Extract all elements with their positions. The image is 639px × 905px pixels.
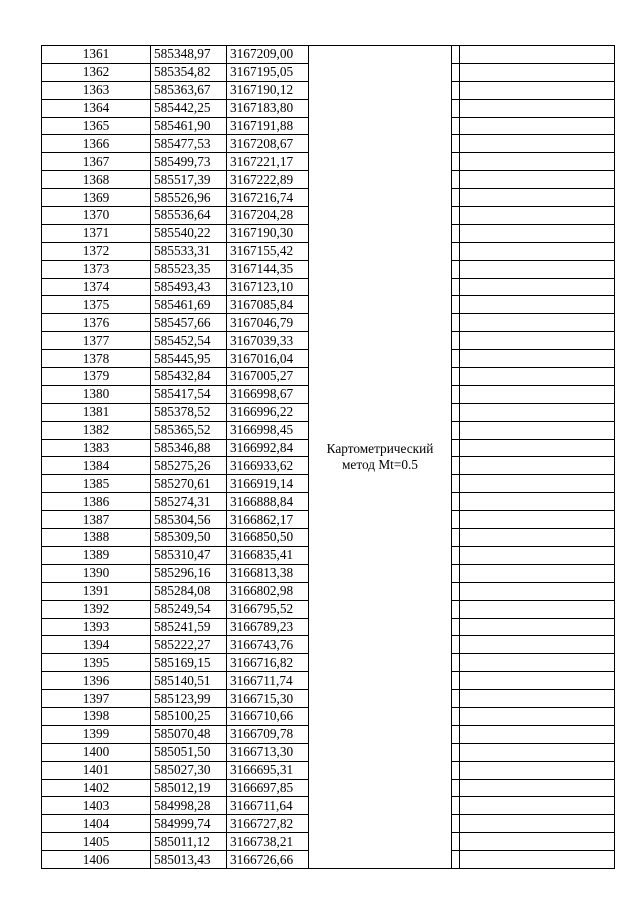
- y-coordinate-cell: 3166992,84: [227, 439, 309, 457]
- y-coordinate-cell: 3166727,82: [227, 815, 309, 833]
- note-cell: [460, 690, 615, 708]
- note-cell: [460, 618, 615, 636]
- y-coordinate-cell: 3167208,67: [227, 135, 309, 153]
- spacer-cell: [452, 564, 460, 582]
- y-coordinate-cell: 3167222,89: [227, 171, 309, 189]
- note-cell: [460, 600, 615, 618]
- y-coordinate-cell: 3166713,30: [227, 743, 309, 761]
- y-coordinate-cell: 3166711,74: [227, 672, 309, 690]
- x-coordinate-cell: 585011,12: [151, 833, 227, 851]
- note-cell: [460, 743, 615, 761]
- point-number-cell: 1395: [42, 654, 151, 672]
- spacer-cell: [452, 475, 460, 493]
- x-coordinate-cell: 585270,61: [151, 475, 227, 493]
- coordinates-table-body: [42, 46, 615, 869]
- y-coordinate-cell: 3166726,66: [227, 851, 309, 869]
- x-coordinate-cell: 585249,54: [151, 600, 227, 618]
- y-coordinate-cell: 3166813,38: [227, 564, 309, 582]
- note-cell: [460, 439, 615, 457]
- point-number-cell: 1393: [42, 618, 151, 636]
- note-cell: [460, 707, 615, 725]
- point-number-cell: 1374: [42, 278, 151, 296]
- note-cell: [460, 171, 615, 189]
- x-coordinate-cell: 585499,73: [151, 153, 227, 171]
- x-coordinate-cell: 585533,31: [151, 242, 227, 260]
- note-cell: [460, 815, 615, 833]
- note-cell: [460, 207, 615, 225]
- spacer-cell: [452, 439, 460, 457]
- y-coordinate-cell: 3166695,31: [227, 761, 309, 779]
- x-coordinate-cell: 585100,25: [151, 707, 227, 725]
- point-number-cell: 1391: [42, 582, 151, 600]
- point-number-cell: 1392: [42, 600, 151, 618]
- note-cell: [460, 403, 615, 421]
- point-number-cell: 1364: [42, 99, 151, 117]
- point-number-cell: 1386: [42, 493, 151, 511]
- x-coordinate-cell: 585493,43: [151, 278, 227, 296]
- y-coordinate-cell: 3167195,05: [227, 63, 309, 81]
- spacer-cell: [452, 493, 460, 511]
- x-coordinate-cell: 585432,84: [151, 368, 227, 386]
- y-coordinate-cell: 3166919,14: [227, 475, 309, 493]
- y-coordinate-cell: 3166697,85: [227, 779, 309, 797]
- spacer-cell: [452, 368, 460, 386]
- spacer-cell: [452, 403, 460, 421]
- x-coordinate-cell: 585169,15: [151, 654, 227, 672]
- spacer-cell: [452, 529, 460, 547]
- y-coordinate-cell: 3166835,41: [227, 546, 309, 564]
- point-number-cell: 1373: [42, 260, 151, 278]
- note-cell: [460, 493, 615, 511]
- y-coordinate-cell: 3166789,23: [227, 618, 309, 636]
- y-coordinate-cell: 3167216,74: [227, 189, 309, 207]
- note-cell: [460, 582, 615, 600]
- note-cell: [460, 797, 615, 815]
- spacer-cell: [452, 833, 460, 851]
- point-number-cell: 1404: [42, 815, 151, 833]
- note-cell: [460, 189, 615, 207]
- y-coordinate-cell: 3167155,42: [227, 242, 309, 260]
- y-coordinate-cell: 3167190,30: [227, 224, 309, 242]
- y-coordinate-cell: 3166743,76: [227, 636, 309, 654]
- spacer-cell: [452, 135, 460, 153]
- point-number-cell: 1387: [42, 511, 151, 529]
- x-coordinate-cell: 585354,82: [151, 63, 227, 81]
- spacer-cell: [452, 296, 460, 314]
- point-number-cell: 1362: [42, 63, 151, 81]
- point-number-cell: 1406: [42, 851, 151, 869]
- x-coordinate-cell: 585442,25: [151, 99, 227, 117]
- spacer-cell: [452, 851, 460, 869]
- x-coordinate-cell: 585274,31: [151, 493, 227, 511]
- spacer-cell: [452, 332, 460, 350]
- note-cell: [460, 46, 615, 64]
- note-cell: [460, 833, 615, 851]
- y-coordinate-cell: 3167221,17: [227, 153, 309, 171]
- x-coordinate-cell: 585296,16: [151, 564, 227, 582]
- spacer-cell: [452, 546, 460, 564]
- point-number-cell: 1381: [42, 403, 151, 421]
- note-cell: [460, 654, 615, 672]
- spacer-cell: [452, 654, 460, 672]
- y-coordinate-cell: 3166711,64: [227, 797, 309, 815]
- x-coordinate-cell: 585284,08: [151, 582, 227, 600]
- note-cell: [460, 546, 615, 564]
- x-coordinate-cell: 585452,54: [151, 332, 227, 350]
- coordinates-table: [41, 45, 615, 869]
- point-number-cell: 1394: [42, 636, 151, 654]
- point-number-cell: 1389: [42, 546, 151, 564]
- y-coordinate-cell: 3167039,33: [227, 332, 309, 350]
- spacer-cell: [452, 81, 460, 99]
- x-coordinate-cell: 585523,35: [151, 260, 227, 278]
- point-number-cell: 1380: [42, 385, 151, 403]
- x-coordinate-cell: 585526,96: [151, 189, 227, 207]
- y-coordinate-cell: 3166715,30: [227, 690, 309, 708]
- note-cell: [460, 779, 615, 797]
- spacer-cell: [452, 797, 460, 815]
- spacer-cell: [452, 314, 460, 332]
- y-coordinate-cell: 3166802,98: [227, 582, 309, 600]
- y-coordinate-cell: 3166998,45: [227, 421, 309, 439]
- note-cell: [460, 672, 615, 690]
- x-coordinate-cell: 585445,95: [151, 350, 227, 368]
- spacer-cell: [452, 153, 460, 171]
- method-cell: [309, 46, 452, 869]
- x-coordinate-cell: 585241,59: [151, 618, 227, 636]
- spacer-cell: [452, 224, 460, 242]
- x-coordinate-cell: 584999,74: [151, 815, 227, 833]
- point-number-cell: 1398: [42, 707, 151, 725]
- note-cell: [460, 725, 615, 743]
- point-number-cell: 1361: [42, 46, 151, 64]
- table-row: [42, 46, 615, 64]
- spacer-cell: [452, 385, 460, 403]
- spacer-cell: [452, 117, 460, 135]
- note-cell: [460, 153, 615, 171]
- x-coordinate-cell: 584998,28: [151, 797, 227, 815]
- spacer-cell: [452, 278, 460, 296]
- x-coordinate-cell: 585365,52: [151, 421, 227, 439]
- spacer-cell: [452, 618, 460, 636]
- point-number-cell: 1399: [42, 725, 151, 743]
- x-coordinate-cell: 585070,48: [151, 725, 227, 743]
- note-cell: [460, 350, 615, 368]
- spacer-cell: [452, 457, 460, 475]
- spacer-cell: [452, 761, 460, 779]
- note-cell: [460, 761, 615, 779]
- note-cell: [460, 636, 615, 654]
- point-number-cell: 1382: [42, 421, 151, 439]
- y-coordinate-cell: 3167204,28: [227, 207, 309, 225]
- x-coordinate-cell: 585461,90: [151, 117, 227, 135]
- x-coordinate-cell: 585540,22: [151, 224, 227, 242]
- point-number-cell: 1405: [42, 833, 151, 851]
- point-number-cell: 1400: [42, 743, 151, 761]
- point-number-cell: 1397: [42, 690, 151, 708]
- spacer-cell: [452, 511, 460, 529]
- x-coordinate-cell: 585275,26: [151, 457, 227, 475]
- note-cell: [460, 135, 615, 153]
- point-number-cell: 1403: [42, 797, 151, 815]
- x-coordinate-cell: 585348,97: [151, 46, 227, 64]
- note-cell: [460, 296, 615, 314]
- note-cell: [460, 99, 615, 117]
- method-line-1: Картометрический: [326, 440, 434, 456]
- y-coordinate-cell: 3166709,78: [227, 725, 309, 743]
- note-cell: [460, 368, 615, 386]
- point-number-cell: 1379: [42, 368, 151, 386]
- y-coordinate-cell: 3166795,52: [227, 600, 309, 618]
- x-coordinate-cell: 585013,43: [151, 851, 227, 869]
- point-number-cell: 1377: [42, 332, 151, 350]
- x-coordinate-cell: 585378,52: [151, 403, 227, 421]
- spacer-cell: [452, 63, 460, 81]
- note-cell: [460, 851, 615, 869]
- spacer-cell: [452, 690, 460, 708]
- point-number-cell: 1383: [42, 439, 151, 457]
- x-coordinate-cell: 585363,67: [151, 81, 227, 99]
- y-coordinate-cell: 3167016,04: [227, 350, 309, 368]
- note-cell: [460, 117, 615, 135]
- spacer-cell: [452, 260, 460, 278]
- point-number-cell: 1369: [42, 189, 151, 207]
- y-coordinate-cell: 3166933,62: [227, 457, 309, 475]
- note-cell: [460, 475, 615, 493]
- spacer-cell: [452, 725, 460, 743]
- x-coordinate-cell: 585536,64: [151, 207, 227, 225]
- y-coordinate-cell: 3166710,66: [227, 707, 309, 725]
- x-coordinate-cell: 585517,39: [151, 171, 227, 189]
- point-number-cell: 1378: [42, 350, 151, 368]
- y-coordinate-cell: 3167085,84: [227, 296, 309, 314]
- note-cell: [460, 260, 615, 278]
- spacer-cell: [452, 207, 460, 225]
- point-number-cell: 1368: [42, 171, 151, 189]
- point-number-cell: 1370: [42, 207, 151, 225]
- y-coordinate-cell: 3167209,00: [227, 46, 309, 64]
- y-coordinate-cell: 3166716,82: [227, 654, 309, 672]
- note-cell: [460, 278, 615, 296]
- point-number-cell: 1385: [42, 475, 151, 493]
- point-number-cell: 1372: [42, 242, 151, 260]
- x-coordinate-cell: 585304,56: [151, 511, 227, 529]
- y-coordinate-cell: 3167005,27: [227, 368, 309, 386]
- spacer-cell: [452, 672, 460, 690]
- spacer-cell: [452, 636, 460, 654]
- note-cell: [460, 529, 615, 547]
- y-coordinate-cell: 3167183,80: [227, 99, 309, 117]
- x-coordinate-cell: 585140,51: [151, 672, 227, 690]
- y-coordinate-cell: 3167190,12: [227, 81, 309, 99]
- x-coordinate-cell: 585457,66: [151, 314, 227, 332]
- note-cell: [460, 242, 615, 260]
- y-coordinate-cell: 3166998,67: [227, 385, 309, 403]
- y-coordinate-cell: 3166862,17: [227, 511, 309, 529]
- point-number-cell: 1367: [42, 153, 151, 171]
- point-number-cell: 1363: [42, 81, 151, 99]
- y-coordinate-cell: 3166888,84: [227, 493, 309, 511]
- x-coordinate-cell: 585417,54: [151, 385, 227, 403]
- spacer-cell: [452, 421, 460, 439]
- note-cell: [460, 457, 615, 475]
- x-coordinate-cell: 585346,88: [151, 439, 227, 457]
- point-number-cell: 1375: [42, 296, 151, 314]
- spacer-cell: [452, 707, 460, 725]
- y-coordinate-cell: 3166738,21: [227, 833, 309, 851]
- x-coordinate-cell: 585123,99: [151, 690, 227, 708]
- point-number-cell: 1388: [42, 529, 151, 547]
- y-coordinate-cell: 3167191,88: [227, 117, 309, 135]
- spacer-cell: [452, 242, 460, 260]
- spacer-cell: [452, 600, 460, 618]
- note-cell: [460, 511, 615, 529]
- y-coordinate-cell: 3166996,22: [227, 403, 309, 421]
- point-number-cell: 1401: [42, 761, 151, 779]
- x-coordinate-cell: 585309,50: [151, 529, 227, 547]
- x-coordinate-cell: 585051,50: [151, 743, 227, 761]
- y-coordinate-cell: 3167123,10: [227, 278, 309, 296]
- x-coordinate-cell: 585477,53: [151, 135, 227, 153]
- spacer-cell: [452, 815, 460, 833]
- spacer-cell: [452, 171, 460, 189]
- point-number-cell: 1376: [42, 314, 151, 332]
- note-cell: [460, 385, 615, 403]
- spacer-cell: [452, 46, 460, 64]
- y-coordinate-cell: 3166850,50: [227, 529, 309, 547]
- point-number-cell: 1384: [42, 457, 151, 475]
- point-number-cell: 1402: [42, 779, 151, 797]
- x-coordinate-cell: 585310,47: [151, 546, 227, 564]
- point-number-cell: 1366: [42, 135, 151, 153]
- note-cell: [460, 81, 615, 99]
- point-number-cell: 1371: [42, 224, 151, 242]
- y-coordinate-cell: 3167046,79: [227, 314, 309, 332]
- spacer-cell: [452, 189, 460, 207]
- note-cell: [460, 63, 615, 81]
- method-line-2: метод Mt=0.5: [342, 456, 418, 472]
- spacer-cell: [452, 743, 460, 761]
- point-number-cell: 1390: [42, 564, 151, 582]
- x-coordinate-cell: 585461,69: [151, 296, 227, 314]
- x-coordinate-cell: 585222,27: [151, 636, 227, 654]
- spacer-cell: [452, 582, 460, 600]
- y-coordinate-cell: 3167144,35: [227, 260, 309, 278]
- spacer-cell: [452, 350, 460, 368]
- note-cell: [460, 314, 615, 332]
- note-cell: [460, 564, 615, 582]
- spacer-cell: [452, 779, 460, 797]
- x-coordinate-cell: 585027,30: [151, 761, 227, 779]
- spacer-cell: [452, 99, 460, 117]
- point-number-cell: 1365: [42, 117, 151, 135]
- point-number-cell: 1396: [42, 672, 151, 690]
- x-coordinate-cell: 585012,19: [151, 779, 227, 797]
- note-cell: [460, 224, 615, 242]
- note-cell: [460, 332, 615, 350]
- note-cell: [460, 421, 615, 439]
